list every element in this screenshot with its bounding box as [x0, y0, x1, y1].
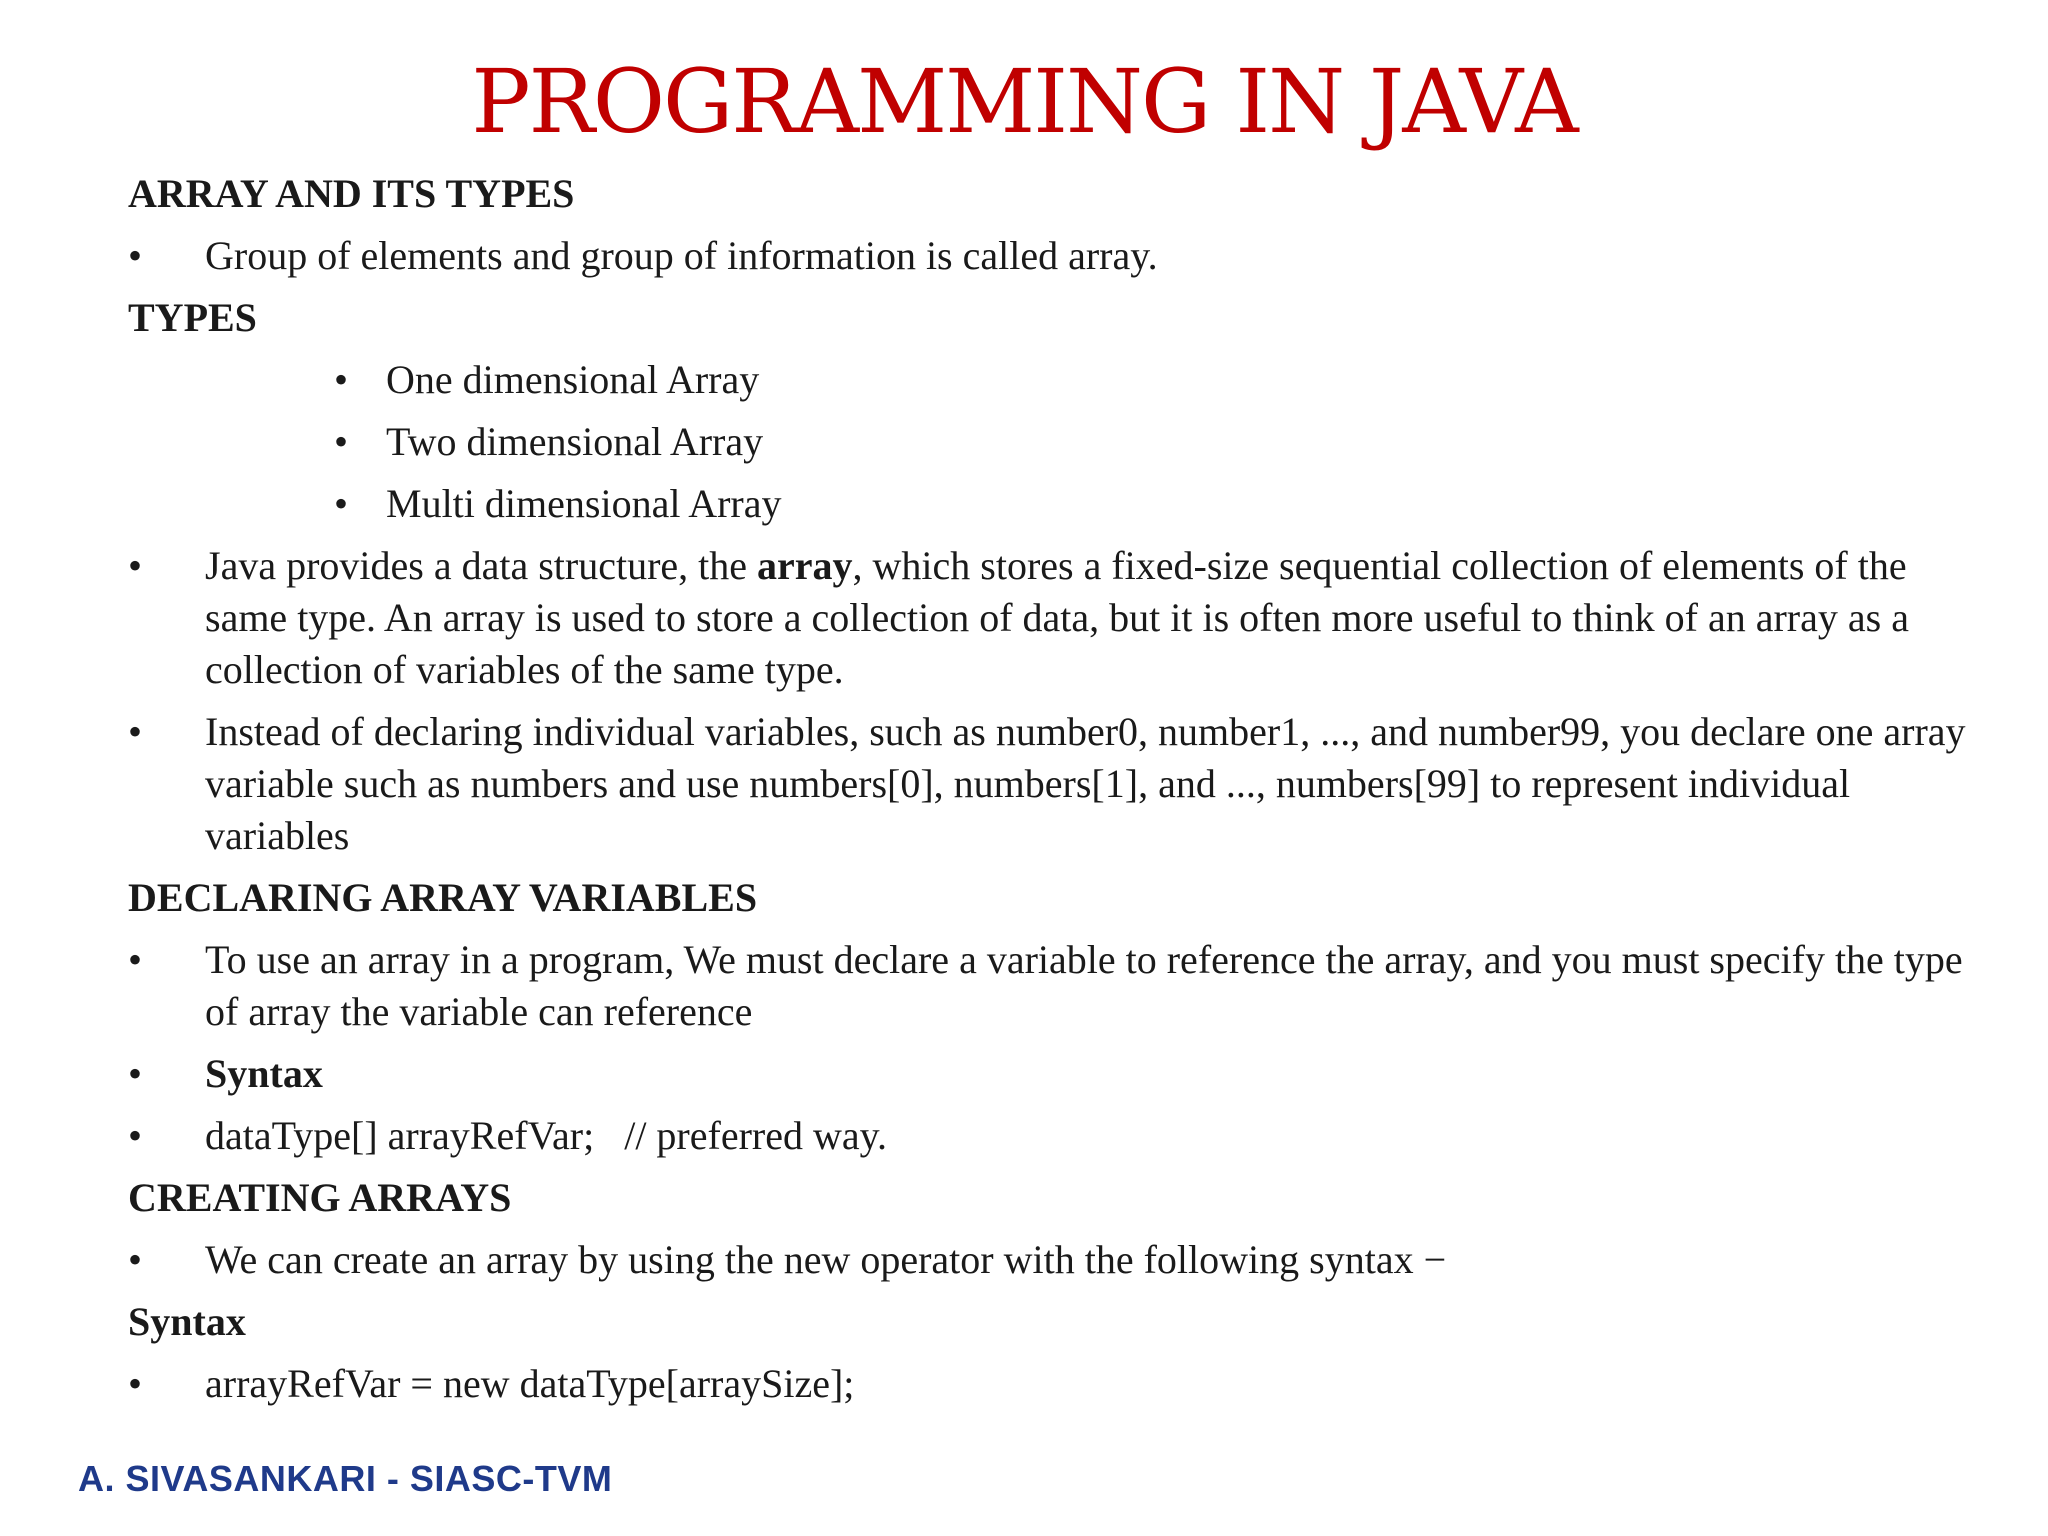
heading-creating: CREATING ARRAYS: [128, 1175, 512, 1220]
bullet-text: arrayRefVar = new dataType[arraySize];: [205, 1361, 855, 1406]
type-item: [128, 478, 1968, 530]
bullet-icon: •: [334, 357, 349, 402]
type-label: Two dimensional Array: [386, 419, 764, 464]
bullet-java-array: [128, 540, 1968, 696]
heading-array-types: ARRAY AND ITS TYPES: [128, 171, 575, 216]
bullet-create: [128, 1234, 1968, 1286]
bold-term: array: [757, 543, 853, 588]
bullet-instead: [128, 706, 1968, 862]
bullet-text: dataType[] arrayRefVar; // preferred way.: [205, 1113, 888, 1158]
bullet-icon: •: [128, 1237, 143, 1282]
bullet-text: Group of elements and group of information is called array.: [205, 233, 1158, 278]
heading-types: TYPES: [128, 295, 257, 340]
bullet-icon: •: [128, 233, 143, 278]
bullet-declare: [128, 934, 1968, 1038]
type-item: [128, 354, 1968, 406]
bullet-icon: •: [128, 543, 143, 588]
type-item: [128, 416, 1968, 468]
author-footer: A. SIVASANKARI - SIASC-TVM: [78, 1458, 613, 1499]
text-part: , which stores a fixed-size sequential collection of elements of the same type. An array is used to store a collection of data, but it is often more useful to think of an array as a collection of variables of the same type.: [205, 543, 1909, 692]
bullet-create-syntax: [128, 1358, 1968, 1410]
bullet-text: We can create an array by using the new operator with the following syntax −: [205, 1237, 1447, 1282]
slide-title: PROGRAMMING IN JAVA: [471, 50, 1577, 153]
bullet-icon: •: [128, 937, 143, 982]
heading-declaring: DECLARING ARRAY VARIABLES: [128, 875, 758, 920]
slide-content: [128, 168, 1968, 1420]
heading-syntax: Syntax: [128, 1299, 246, 1344]
bullet-declare-syntax: [128, 1110, 1968, 1162]
bullet-icon: •: [128, 1361, 143, 1406]
type-label: One dimensional Array: [386, 357, 760, 402]
bullet-icon: •: [128, 1051, 143, 1096]
bullet-icon: •: [334, 419, 349, 464]
text-part: Java provides a data structure, the: [205, 543, 758, 588]
bullet-icon: •: [128, 709, 143, 754]
bullet-text: To use an array in a program, We must declare a variable to reference the array, and you must specify the type of array the variable can reference: [205, 937, 1963, 1034]
bullet-syntax-label: [128, 1048, 1968, 1100]
bullet-definition: [128, 230, 1968, 282]
bullet-icon: •: [128, 1113, 143, 1158]
type-label: Multi dimensional Array: [386, 481, 782, 526]
bullet-text: Syntax: [205, 1051, 323, 1096]
bullet-icon: •: [334, 481, 349, 526]
bullet-text: [205, 540, 1968, 696]
bullet-text: Instead of declaring individual variables, such as number0, number1, ..., and number99, you declare one array variable such as numbers and use numbers[0], numbers[1], and ..., numbers[99] to represent individual variables: [205, 709, 1966, 858]
